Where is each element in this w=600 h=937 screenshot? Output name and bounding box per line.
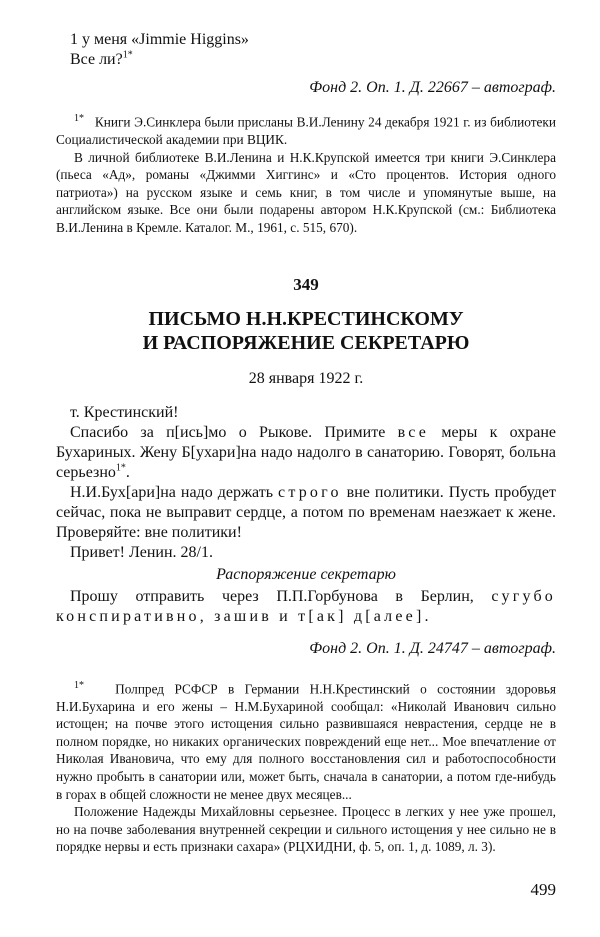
document-title xyxy=(56,307,556,355)
footnote xyxy=(56,110,556,149)
letter-text: Н.И.Бух[ари]на надо держать xyxy=(70,483,279,501)
footnote-marker: 1* xyxy=(74,679,84,691)
prev-doc-text: Все ли? xyxy=(70,51,123,68)
page-number: 499 xyxy=(530,880,556,899)
document-date: 28 января 1922 г. xyxy=(248,369,364,387)
spaced-emphasis: все xyxy=(397,423,430,441)
footnote-text: Полпред РСФСР в Германии Н.Н.Крестинский о состоянии здоровья Н.И.Бухарина и его жены – Н.М.Бухариной сообщал: «Николай Иванович сильно истощен; на почве этого истощения сильно развившаяся неврастения, сердце не в полном порядке, но никаких органических повреждений еще нет... Мое впечатление от Николая Ивановича, что ему для полного восстановления сил и работоспособности нужно пробыть в санатории или, может быть, сначала в санатории, а потом где-нибудь в горах в общей сложности не менее двух месяцев... xyxy=(56,681,556,802)
order-text: . xyxy=(424,607,429,625)
footnote xyxy=(56,677,556,804)
document-title-line: ПИСЬМО Н.Н.КРЕСТИНСКОМУ xyxy=(148,307,464,330)
letter-text: Спасибо за п[ись]мо о Рыкове. Примите xyxy=(70,423,398,441)
prev-doc-line xyxy=(56,50,556,70)
spaced-emphasis: сугубо конспиративно, зашив и т[ак] д[алее] xyxy=(56,587,556,625)
spaced-emphasis: строго xyxy=(278,483,342,501)
salutation: т. Крестинский! xyxy=(70,403,179,421)
order-subheading: Распоряжение секретарю xyxy=(216,565,396,583)
footnote-ref: 1* xyxy=(115,462,126,474)
letter-text: . xyxy=(125,463,130,481)
order-paragraph xyxy=(56,587,556,627)
footnote-paragraph: Положение Надежды Михайловны серьезнее. Процесс в легких у нее уже прошел, но на почве заболевания внутренней секреции и сильного истощения у нее сильно не в порядке нервы и есть признаки сахара» (РЦХИДНИ, ф. 5, оп. 1, д. 1089, л. 3). xyxy=(56,804,556,855)
letter-paragraph xyxy=(56,483,556,543)
footnote-paragraph: В личной библиотеке В.И.Ленина и Н.К.Крупской имеется три книги Э.Синклера (пьеса «Ад», романы «Джимми Хиггинс» и «Сто процентов. История одного патриота») на русском языке и семь книг, в том числе и упомянутые выше, на английском языке. Все они были подарены автором Н.К.Крупской (см.: Библиотека В.И.Ленина в Кремле. Каталог. М., 1961, с. 515, 670). xyxy=(56,149,556,235)
archive-source: Фонд 2. Оп. 1. Д. 22667 – автограф. xyxy=(309,79,556,96)
footnote-text: Книги Э.Синклера были присланы В.И.Ленину 24 декабря 1921 г. из библиотеки Социалистической академии при ВЦИК. xyxy=(56,114,556,148)
prev-doc-line: 1 у меня «Jimmie Higgins» xyxy=(70,31,249,48)
letter-paragraph xyxy=(56,423,556,483)
footnote-ref: 1* xyxy=(122,49,133,61)
letter-text: меры к охране Бухариных. Жену Б[ухари]на надо надолго в санаторию. Говорят, больна серьезно xyxy=(56,423,557,481)
order-text: Прошу отправить через П.П.Горбунова в Берлин, xyxy=(70,587,492,605)
document-title-line: И РАСПОРЯЖЕНИЕ СЕКРЕТАРЮ xyxy=(142,331,470,354)
archive-source: Фонд 2. Оп. 1. Д. 24747 – автограф. xyxy=(309,639,556,657)
footnote-marker: 1* xyxy=(74,113,84,124)
letter-text: вне политики. Пусть пробудет сейчас, пока не выправит сердце, а потом по временам наезжает к жене. Проверяйте: вне политики! xyxy=(56,483,556,541)
letter-greeting: Привет! Ленин. 28/1. xyxy=(70,543,213,561)
document-number: 349 xyxy=(293,274,319,294)
